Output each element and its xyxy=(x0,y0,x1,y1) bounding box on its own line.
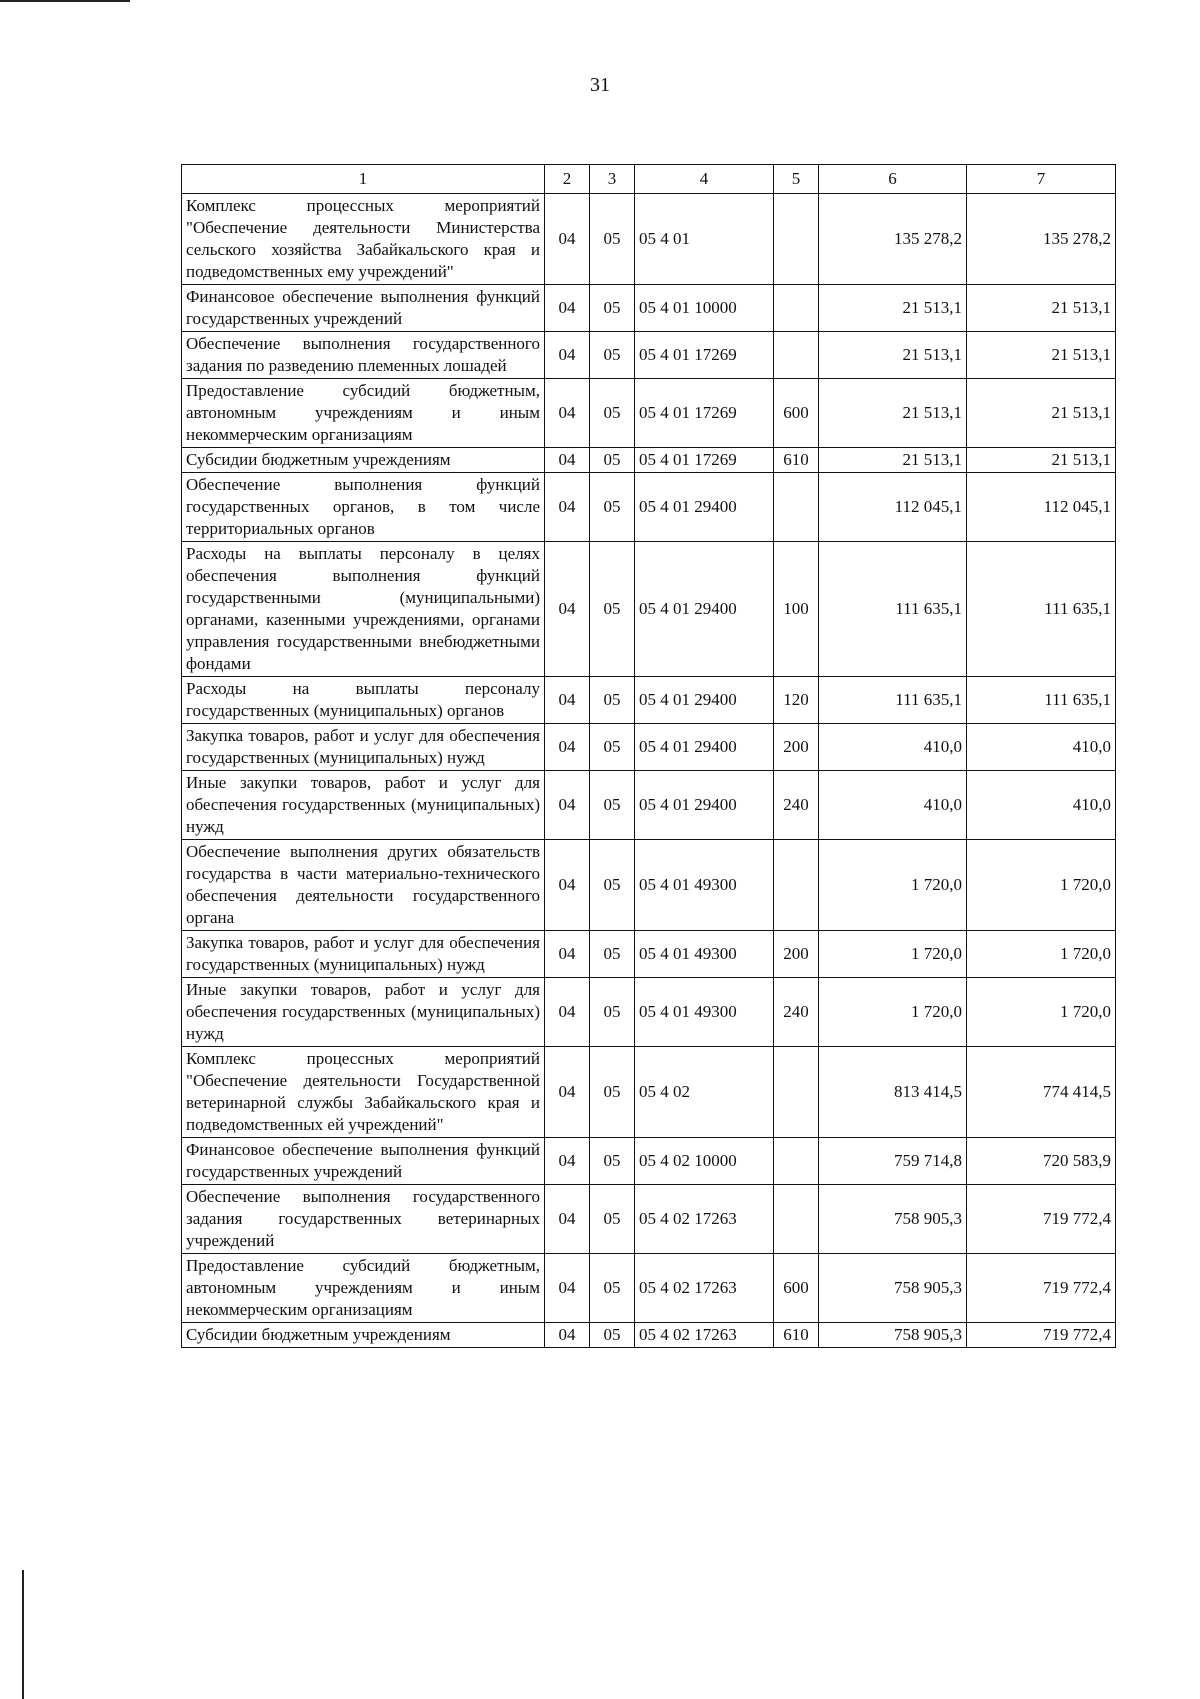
table-row xyxy=(182,724,1116,771)
row-name: Расходы на выплаты персоналу государственных (муниципальных) органов xyxy=(182,677,545,724)
cell-subsection: 05 xyxy=(590,1254,635,1323)
cell-amount-6: 410,0 xyxy=(819,771,967,840)
cell-subsection: 05 xyxy=(590,724,635,771)
cell-target-code: 05 4 01 29400 xyxy=(635,724,774,771)
cell-amount-6: 759 714,8 xyxy=(819,1138,967,1185)
table-row xyxy=(182,931,1116,978)
column-header: 7 xyxy=(967,165,1116,194)
cell-amount-7: 1 720,0 xyxy=(967,840,1116,931)
cell-section: 04 xyxy=(545,978,590,1047)
cell-subsection: 05 xyxy=(590,448,635,473)
cell-amount-7: 719 772,4 xyxy=(967,1185,1116,1254)
row-name: Обеспечение выполнения государственного задания государственных ветеринарных учреждений xyxy=(182,1185,545,1254)
cell-section: 04 xyxy=(545,1185,590,1254)
cell-amount-7: 719 772,4 xyxy=(967,1254,1116,1323)
cell-expense-type xyxy=(774,1047,819,1138)
cell-amount-7: 135 278,2 xyxy=(967,194,1116,285)
cell-target-code: 05 4 02 10000 xyxy=(635,1138,774,1185)
cell-subsection: 05 xyxy=(590,194,635,285)
table-row xyxy=(182,448,1116,473)
table-row xyxy=(182,1254,1116,1323)
cell-subsection: 05 xyxy=(590,379,635,448)
cell-expense-type xyxy=(774,1185,819,1254)
cell-target-code: 05 4 01 xyxy=(635,194,774,285)
cell-target-code: 05 4 02 17263 xyxy=(635,1323,774,1348)
table-row xyxy=(182,840,1116,931)
cell-amount-7: 21 513,1 xyxy=(967,448,1116,473)
cell-section: 04 xyxy=(545,473,590,542)
table-row xyxy=(182,771,1116,840)
cell-expense-type: 610 xyxy=(774,448,819,473)
cell-expense-type xyxy=(774,473,819,542)
cell-expense-type: 100 xyxy=(774,542,819,677)
cell-target-code: 05 4 02 17263 xyxy=(635,1185,774,1254)
cell-amount-7: 111 635,1 xyxy=(967,677,1116,724)
cell-expense-type: 600 xyxy=(774,379,819,448)
row-name: Предоставление субсидий бюджетным, автономным учреждениям и иным некоммерческим организациям xyxy=(182,1254,545,1323)
row-name: Предоставление субсидий бюджетным, автономным учреждениям и иным некоммерческим организациям xyxy=(182,379,545,448)
cell-section: 04 xyxy=(545,1323,590,1348)
cell-amount-7: 21 513,1 xyxy=(967,332,1116,379)
cell-amount-6: 112 045,1 xyxy=(819,473,967,542)
table-row xyxy=(182,1138,1116,1185)
row-name: Финансовое обеспечение выполнения функций государственных учреждений xyxy=(182,285,545,332)
table-row xyxy=(182,542,1116,677)
cell-expense-type xyxy=(774,1138,819,1185)
cell-subsection: 05 xyxy=(590,1323,635,1348)
cell-section: 04 xyxy=(545,448,590,473)
cell-amount-6: 111 635,1 xyxy=(819,677,967,724)
cell-target-code: 05 4 01 29400 xyxy=(635,473,774,542)
cell-amount-6: 410,0 xyxy=(819,724,967,771)
cell-amount-7: 1 720,0 xyxy=(967,978,1116,1047)
cell-section: 04 xyxy=(545,379,590,448)
column-header: 5 xyxy=(774,165,819,194)
cell-target-code: 05 4 01 49300 xyxy=(635,840,774,931)
cell-amount-6: 111 635,1 xyxy=(819,542,967,677)
cell-amount-6: 758 905,3 xyxy=(819,1185,967,1254)
cell-subsection: 05 xyxy=(590,542,635,677)
row-name: Субсидии бюджетным учреждениям xyxy=(182,448,545,473)
row-name: Обеспечение выполнения других обязательств государства в части материально-технического обеспечения деятельности государственного органа xyxy=(182,840,545,931)
cell-subsection: 05 xyxy=(590,1185,635,1254)
cell-amount-6: 1 720,0 xyxy=(819,931,967,978)
cell-section: 04 xyxy=(545,332,590,379)
cell-section: 04 xyxy=(545,1254,590,1323)
row-name: Иные закупки товаров, работ и услуг для обеспечения государственных (муниципальных) нужд xyxy=(182,978,545,1047)
cell-section: 04 xyxy=(545,542,590,677)
cell-section: 04 xyxy=(545,194,590,285)
cell-subsection: 05 xyxy=(590,285,635,332)
scan-edge-mark xyxy=(0,0,130,2)
cell-amount-6: 758 905,3 xyxy=(819,1323,967,1348)
table-row xyxy=(182,1185,1116,1254)
cell-subsection: 05 xyxy=(590,771,635,840)
cell-expense-type: 240 xyxy=(774,978,819,1047)
row-name: Финансовое обеспечение выполнения функций государственных учреждений xyxy=(182,1138,545,1185)
cell-expense-type: 240 xyxy=(774,771,819,840)
cell-section: 04 xyxy=(545,1138,590,1185)
column-header: 6 xyxy=(819,165,967,194)
cell-target-code: 05 4 02 17263 xyxy=(635,1254,774,1323)
column-header: 4 xyxy=(635,165,774,194)
column-header: 1 xyxy=(182,165,545,194)
cell-amount-6: 21 513,1 xyxy=(819,285,967,332)
row-name: Расходы на выплаты персоналу в целях обеспечения выполнения функций государственными (муниципальными) органами, казенными учреждениями, органами управления государственными внебюджетными фондами xyxy=(182,542,545,677)
table-row xyxy=(182,677,1116,724)
column-header: 2 xyxy=(545,165,590,194)
cell-amount-7: 410,0 xyxy=(967,771,1116,840)
cell-amount-7: 111 635,1 xyxy=(967,542,1116,677)
table-row xyxy=(182,1047,1116,1138)
cell-subsection: 05 xyxy=(590,473,635,542)
cell-expense-type: 200 xyxy=(774,931,819,978)
cell-amount-6: 758 905,3 xyxy=(819,1254,967,1323)
cell-amount-7: 719 772,4 xyxy=(967,1323,1116,1348)
cell-section: 04 xyxy=(545,931,590,978)
cell-section: 04 xyxy=(545,724,590,771)
cell-target-code: 05 4 01 49300 xyxy=(635,931,774,978)
cell-target-code: 05 4 02 xyxy=(635,1047,774,1138)
table-row xyxy=(182,332,1116,379)
row-name: Субсидии бюджетным учреждениям xyxy=(182,1323,545,1348)
cell-amount-7: 1 720,0 xyxy=(967,931,1116,978)
cell-section: 04 xyxy=(545,1047,590,1138)
table-header-row xyxy=(182,165,1116,194)
row-name: Закупка товаров, работ и услуг для обеспечения государственных (муниципальных) нужд xyxy=(182,724,545,771)
cell-section: 04 xyxy=(545,677,590,724)
table-row xyxy=(182,473,1116,542)
row-name: Закупка товаров, работ и услуг для обеспечения государственных (муниципальных) нужд xyxy=(182,931,545,978)
cell-subsection: 05 xyxy=(590,931,635,978)
cell-amount-6: 813 414,5 xyxy=(819,1047,967,1138)
row-name: Иные закупки товаров, работ и услуг для обеспечения государственных (муниципальных) нужд xyxy=(182,771,545,840)
cell-expense-type xyxy=(774,285,819,332)
cell-amount-6: 21 513,1 xyxy=(819,332,967,379)
cell-amount-6: 135 278,2 xyxy=(819,194,967,285)
cell-section: 04 xyxy=(545,285,590,332)
cell-subsection: 05 xyxy=(590,332,635,379)
cell-amount-6: 21 513,1 xyxy=(819,379,967,448)
row-name: Комплекс процессных мероприятий "Обеспечение деятельности Государственной ветеринарной службы Забайкальского края и подведомственных ей учреждений" xyxy=(182,1047,545,1138)
budget-table xyxy=(181,164,1116,1348)
scan-edge-mark xyxy=(22,1570,24,1699)
cell-subsection: 05 xyxy=(590,1138,635,1185)
table-row xyxy=(182,1323,1116,1348)
cell-amount-6: 1 720,0 xyxy=(819,840,967,931)
cell-target-code: 05 4 01 49300 xyxy=(635,978,774,1047)
cell-target-code: 05 4 01 17269 xyxy=(635,379,774,448)
cell-expense-type xyxy=(774,840,819,931)
cell-amount-7: 774 414,5 xyxy=(967,1047,1116,1138)
cell-subsection: 05 xyxy=(590,1047,635,1138)
cell-amount-7: 21 513,1 xyxy=(967,379,1116,448)
cell-expense-type xyxy=(774,332,819,379)
page-number: 31 xyxy=(590,74,610,96)
cell-target-code: 05 4 01 17269 xyxy=(635,332,774,379)
cell-section: 04 xyxy=(545,771,590,840)
cell-amount-6: 21 513,1 xyxy=(819,448,967,473)
table-row xyxy=(182,379,1116,448)
cell-expense-type: 200 xyxy=(774,724,819,771)
column-header: 3 xyxy=(590,165,635,194)
cell-amount-7: 112 045,1 xyxy=(967,473,1116,542)
cell-expense-type: 120 xyxy=(774,677,819,724)
table-row xyxy=(182,285,1116,332)
cell-target-code: 05 4 01 17269 xyxy=(635,448,774,473)
cell-subsection: 05 xyxy=(590,978,635,1047)
cell-target-code: 05 4 01 29400 xyxy=(635,677,774,724)
cell-expense-type xyxy=(774,194,819,285)
row-name: Обеспечение выполнения государственного задания по разведению племенных лошадей xyxy=(182,332,545,379)
cell-amount-7: 410,0 xyxy=(967,724,1116,771)
cell-subsection: 05 xyxy=(590,840,635,931)
cell-target-code: 05 4 01 10000 xyxy=(635,285,774,332)
cell-expense-type: 600 xyxy=(774,1254,819,1323)
table-row xyxy=(182,978,1116,1047)
row-name: Комплекс процессных мероприятий "Обеспечение деятельности Министерства сельского хозяйства Забайкальского края и подведомственных ему учреждений" xyxy=(182,194,545,285)
table-row xyxy=(182,194,1116,285)
cell-expense-type: 610 xyxy=(774,1323,819,1348)
cell-amount-7: 21 513,1 xyxy=(967,285,1116,332)
cell-target-code: 05 4 01 29400 xyxy=(635,542,774,677)
cell-amount-6: 1 720,0 xyxy=(819,978,967,1047)
cell-subsection: 05 xyxy=(590,677,635,724)
row-name: Обеспечение выполнения функций государственных органов, в том числе территориальных органов xyxy=(182,473,545,542)
cell-amount-7: 720 583,9 xyxy=(967,1138,1116,1185)
cell-target-code: 05 4 01 29400 xyxy=(635,771,774,840)
cell-section: 04 xyxy=(545,840,590,931)
